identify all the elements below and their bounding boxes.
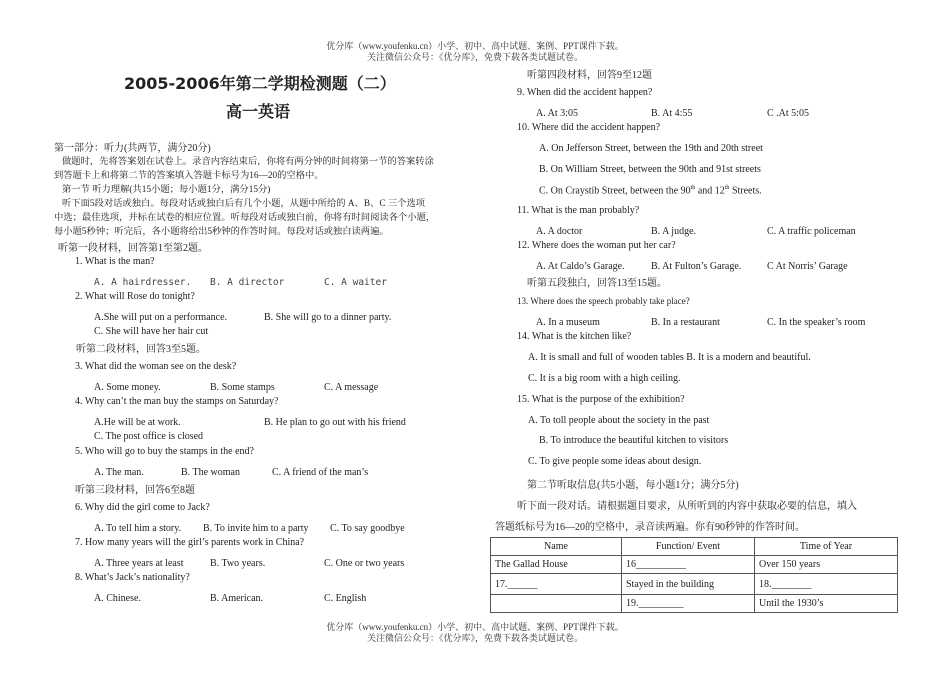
q8-option-b: B. American. bbox=[210, 593, 264, 604]
table-row bbox=[491, 595, 898, 613]
q4-option-b: B. He plan to go out with his friend bbox=[264, 417, 406, 428]
section1-instr-1: 听下面5段对话或独白。每段对话或独白后有几个小题，从题中所给的 A、B、C 三个选项 bbox=[62, 199, 426, 209]
table-row bbox=[491, 556, 898, 574]
table-cell: Over 150 years bbox=[755, 556, 898, 574]
q1-option-a: A. A hairdresser. bbox=[94, 277, 192, 288]
q2-option-a: A.She will put on a performance. bbox=[94, 312, 228, 323]
q4-option-a: A.He will be at work. bbox=[94, 417, 181, 428]
question-3: 3. What did the woman see on the desk? bbox=[75, 361, 237, 372]
q7-option-c: C. One or two years bbox=[324, 558, 405, 569]
q12-option-a: A. At Caldo’s Garage. bbox=[536, 261, 625, 272]
q10-option-b: B. On William Street, between the 90th and 91st streets bbox=[539, 164, 761, 175]
intro-line-2: 到答题卡上和将第二节的答案填入答题卡标号为16—20的空格中。 bbox=[54, 171, 324, 181]
section1-instr-3: 每小题5秒钟；听完后，各小题将给出5秒钟的作答时间。每段对话或独白读两遍。 bbox=[54, 227, 389, 237]
table-cell: 17.______ bbox=[491, 574, 622, 595]
table-header: Time of Year bbox=[755, 538, 898, 556]
table-cell: Stayed in the building bbox=[622, 574, 755, 595]
table-header-row bbox=[491, 538, 898, 556]
table-cell: 19._________ bbox=[622, 595, 755, 613]
q11-option-c: C. A traffic policeman bbox=[767, 226, 856, 237]
q9-option-b: B. At 4:55 bbox=[651, 108, 693, 119]
q13-option-b: B. In a restaurant bbox=[651, 317, 720, 328]
q8-option-a: A. Chinese. bbox=[94, 593, 141, 604]
q11-option-a: A. A doctor bbox=[536, 226, 583, 237]
q2-option-b: B. She will go to a dinner party. bbox=[264, 312, 392, 323]
q8-option-c: C. English bbox=[324, 593, 367, 604]
table-cell bbox=[491, 595, 622, 613]
q7-option-a: A. Three years at least bbox=[94, 558, 184, 569]
question-10: 10. Where did the accident happen? bbox=[517, 122, 661, 133]
page-subtitle: 高一英语 bbox=[226, 102, 291, 121]
q15-option-b: B. To introduce the beautiful kitchen to visitors bbox=[539, 435, 729, 446]
material-4: 听第四段材料，回答9至12题 bbox=[527, 70, 652, 81]
q15-option-c: C. To give people some ideas about design. bbox=[528, 456, 702, 467]
question-7: 7. How many years will the girl’s parents work in China? bbox=[75, 537, 305, 548]
material-2: 听第二段材料，回答3至5题。 bbox=[76, 344, 206, 355]
intro-line-1: 做题时，先将答案划在试卷上。录音内容结束后，你将有两分钟的时间将第一节的答案转涂 bbox=[62, 157, 434, 167]
page-title: 2005-2006年第二学期检测题（二） bbox=[124, 74, 396, 93]
info-table bbox=[490, 537, 898, 613]
q1-option-b: B. A director bbox=[210, 277, 285, 288]
question-15: 15. What is the purpose of the exhibition? bbox=[517, 394, 685, 405]
q14-option-c: C. It is a big room with a high ceiling. bbox=[528, 373, 681, 384]
question-1: 1. What is the man? bbox=[75, 256, 155, 267]
table-cell: 16__________ bbox=[622, 556, 755, 574]
q3-option-a: A. Some money. bbox=[94, 382, 161, 393]
question-5: 5. Who will go to buy the stamps in the end? bbox=[75, 446, 254, 457]
q3-option-b: B. Some stamps bbox=[210, 382, 275, 393]
question-2: 2. What will Rose do tonight? bbox=[75, 291, 195, 302]
q2-option-c: C. She will have her hair cut bbox=[94, 326, 209, 337]
q5-option-a: A. The man. bbox=[94, 467, 144, 478]
question-9: 9. When did the accident happen? bbox=[517, 87, 653, 98]
q12-option-b: B. At Fulton’s Garage. bbox=[651, 261, 742, 272]
q10-option-a: A. On Jefferson Street, between the 19th and 20th street bbox=[539, 143, 763, 154]
q13-option-a: A. In a museum bbox=[536, 317, 600, 328]
table-header: Name bbox=[491, 538, 622, 556]
q11-option-b: B. A judge. bbox=[651, 226, 697, 237]
q7-option-b: B. Two years. bbox=[210, 558, 266, 569]
q1-option-c: C. A waiter bbox=[324, 277, 387, 288]
question-11: 11. What is the man probably? bbox=[517, 205, 640, 216]
question-14: 14. What is the kitchen like? bbox=[517, 331, 632, 342]
table-header: Function/ Event bbox=[622, 538, 755, 556]
q6-option-b: B. To invite him to a party bbox=[203, 523, 309, 534]
header-line-1: 优分库（www.youfenku.cn）小学、初中、高中试题、案例、PPT课件下载。 bbox=[326, 41, 624, 51]
footer-line-1: 优分库（www.youfenku.cn）小学、初中、高中试题、案例、PPT课件下载。 bbox=[326, 622, 624, 632]
part1-heading: 第一部分：听力(共两节，满分20分) bbox=[54, 143, 211, 154]
question-6: 6. Why did the girl come to Jack? bbox=[75, 502, 210, 513]
header-line-2: 关注微信公众号：《优分库》，免费下载各类试题试卷。 bbox=[366, 52, 583, 62]
table-cell: 18.________ bbox=[755, 574, 898, 595]
section1-instr-2: 中选；最佳选项，并标在试卷的相应位置。听每段对话或独白前，你将有时间阅读各个小题， bbox=[54, 213, 436, 223]
q5-option-c: C. A friend of the man’s bbox=[272, 467, 369, 478]
section2-heading: 第二节听取信息(共5小题，每小题1分；满分5分) bbox=[527, 480, 739, 491]
q6-option-c: C. To say goodbye bbox=[330, 523, 405, 534]
question-13: 13. Where does the speech probably take place? bbox=[517, 296, 690, 306]
q14-option-ab: A. It is small and full of wooden tables B. It is a modern and beautiful. bbox=[528, 352, 811, 363]
section2-instr-1: 听下面一段对话。请根据题目要求，从所听到的内容中获取必要的信息，填入 bbox=[517, 501, 857, 512]
material-3: 听第三段材料，回答6至8题 bbox=[75, 485, 195, 496]
question-12: 12. Where does the woman put her car? bbox=[517, 240, 676, 251]
q4-option-c: C. The post office is closed bbox=[94, 431, 204, 442]
footer-line-2: 关注微信公众号：《优分库》，免费下载各类试题试卷。 bbox=[366, 633, 583, 643]
table-row bbox=[491, 574, 898, 595]
q6-option-a: A. To tell him a story. bbox=[94, 523, 182, 534]
q5-option-b: B. The woman bbox=[181, 467, 240, 478]
material-5: 听第五段独白，回答13至15题。 bbox=[527, 278, 667, 289]
section2-instr-2: 答题纸标号为16—20的空格中，录音读两遍。你有90秒钟的作答时间。 bbox=[495, 522, 805, 533]
q9-option-a: A. At 3:05 bbox=[536, 108, 578, 119]
q12-option-c: C At Norris’ Garage bbox=[767, 261, 848, 272]
table-cell: Until the 1930’s bbox=[755, 595, 898, 613]
question-4: 4. Why can’t the man buy the stamps on Saturday? bbox=[75, 396, 279, 407]
section1-heading: 第一节 听力理解(共15小题；每小题1分，满分15分) bbox=[62, 185, 271, 195]
table-cell: The Gallad House bbox=[491, 556, 622, 574]
q10-option-c: C. On Craystib Street, between the 90th and 12th Streets. bbox=[539, 185, 762, 197]
question-8: 8. What’s Jack’s nationality? bbox=[75, 572, 190, 583]
q15-option-a: A. To toll people about the society in the past bbox=[528, 415, 710, 426]
q9-option-c: C .At 5:05 bbox=[767, 108, 809, 119]
q13-option-c: C. In the speaker’s room bbox=[767, 317, 866, 328]
material-1: 听第一段材料，回答第1至第2题。 bbox=[58, 243, 208, 254]
q3-option-c: C. A message bbox=[324, 382, 379, 393]
